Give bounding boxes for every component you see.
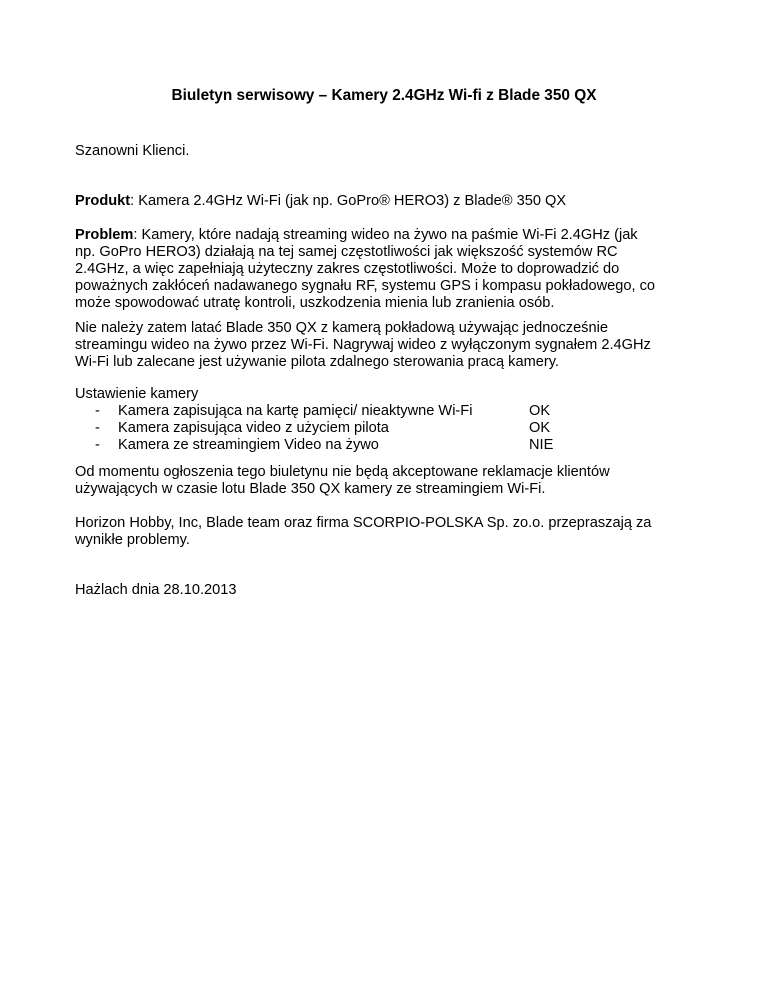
advice-line: Nie należy zatem latać Blade 350 QX z kamerą pokładową używając jednocześnie — [75, 320, 608, 336]
apology-line: Horizon Hobby, Inc, Blade team oraz firma SCORPIO-POLSKA Sp. zo.o. przepraszają za — [75, 515, 652, 531]
notice-line: Od momentu ogłoszenia tego biuletynu nie będą akceptowane reklamacje klientów — [75, 464, 610, 480]
apology-paragraph — [75, 515, 705, 549]
settings-status: OK — [529, 420, 551, 436]
settings-status: OK — [529, 403, 551, 419]
advice-line: streamingu wideo na żywo przez Wi-Fi. Nagrywaj wideo z wyłączonym sygnałem 2.4GHz — [75, 337, 651, 353]
settings-label: Kamera zapisująca video z użyciem pilota — [118, 420, 389, 436]
advice-paragraph — [75, 320, 705, 371]
problem-line: może spowodować utratę kontroli, uszkodzenia mienia lub zranienia osób. — [75, 295, 555, 311]
advice-line: Wi-Fi lub zalecane jest używanie pilota zdalnego sterowania pracą kamery. — [75, 354, 559, 370]
notice-paragraph — [75, 464, 705, 498]
document-title: Biuletyn serwisowy – Kamery 2.4GHz Wi-fi z Blade 350 QX — [171, 87, 597, 104]
document-date: Hażlach dnia 28.10.2013 — [75, 582, 237, 598]
notice-line: używających w czasie lotu Blade 350 QX kamery ze streamingiem Wi-Fi. — [75, 481, 546, 497]
camera-settings — [75, 386, 705, 454]
list-bullet: - — [95, 420, 100, 436]
product-text: : Kamera 2.4GHz Wi-Fi (jak np. GoPro® HERO3) z Blade® 350 QX — [130, 193, 567, 209]
settings-row — [75, 420, 705, 437]
settings-row — [75, 403, 705, 420]
product-label: Produkt — [75, 193, 131, 209]
problem-line: poważnych zakłóceń nadawanego sygnału RF, systemu GPS i kompasu pokładowego, co — [75, 278, 656, 294]
problem-label: Problem — [75, 227, 134, 243]
greeting: Szanowni Klienci. — [75, 143, 190, 159]
problem-text: : Kamery, które nadają streaming wideo na żywo na paśmie Wi-Fi 2.4GHz (jak — [133, 227, 638, 243]
apology-line: wynikłe problemy. — [75, 532, 190, 548]
problem-line: 2.4GHz, a więc zapełniają użyteczny zakres częstotliwości. Może to doprowadzić do — [75, 261, 620, 277]
settings-row — [75, 437, 705, 454]
settings-heading: Ustawienie kamery — [75, 386, 199, 402]
list-bullet: - — [95, 403, 100, 419]
problem-paragraph — [75, 227, 705, 312]
settings-status: NIE — [529, 437, 554, 453]
problem-line — [75, 227, 705, 244]
product-paragraph — [75, 193, 705, 210]
list-bullet: - — [95, 437, 100, 453]
settings-label: Kamera ze streamingiem Video na żywo — [118, 437, 379, 453]
problem-line: np. GoPro HERO3) działają na tej samej częstotliwości jak większość systemów RC — [75, 244, 618, 260]
settings-label: Kamera zapisująca na kartę pamięci/ nieaktywne Wi-Fi — [118, 403, 473, 419]
